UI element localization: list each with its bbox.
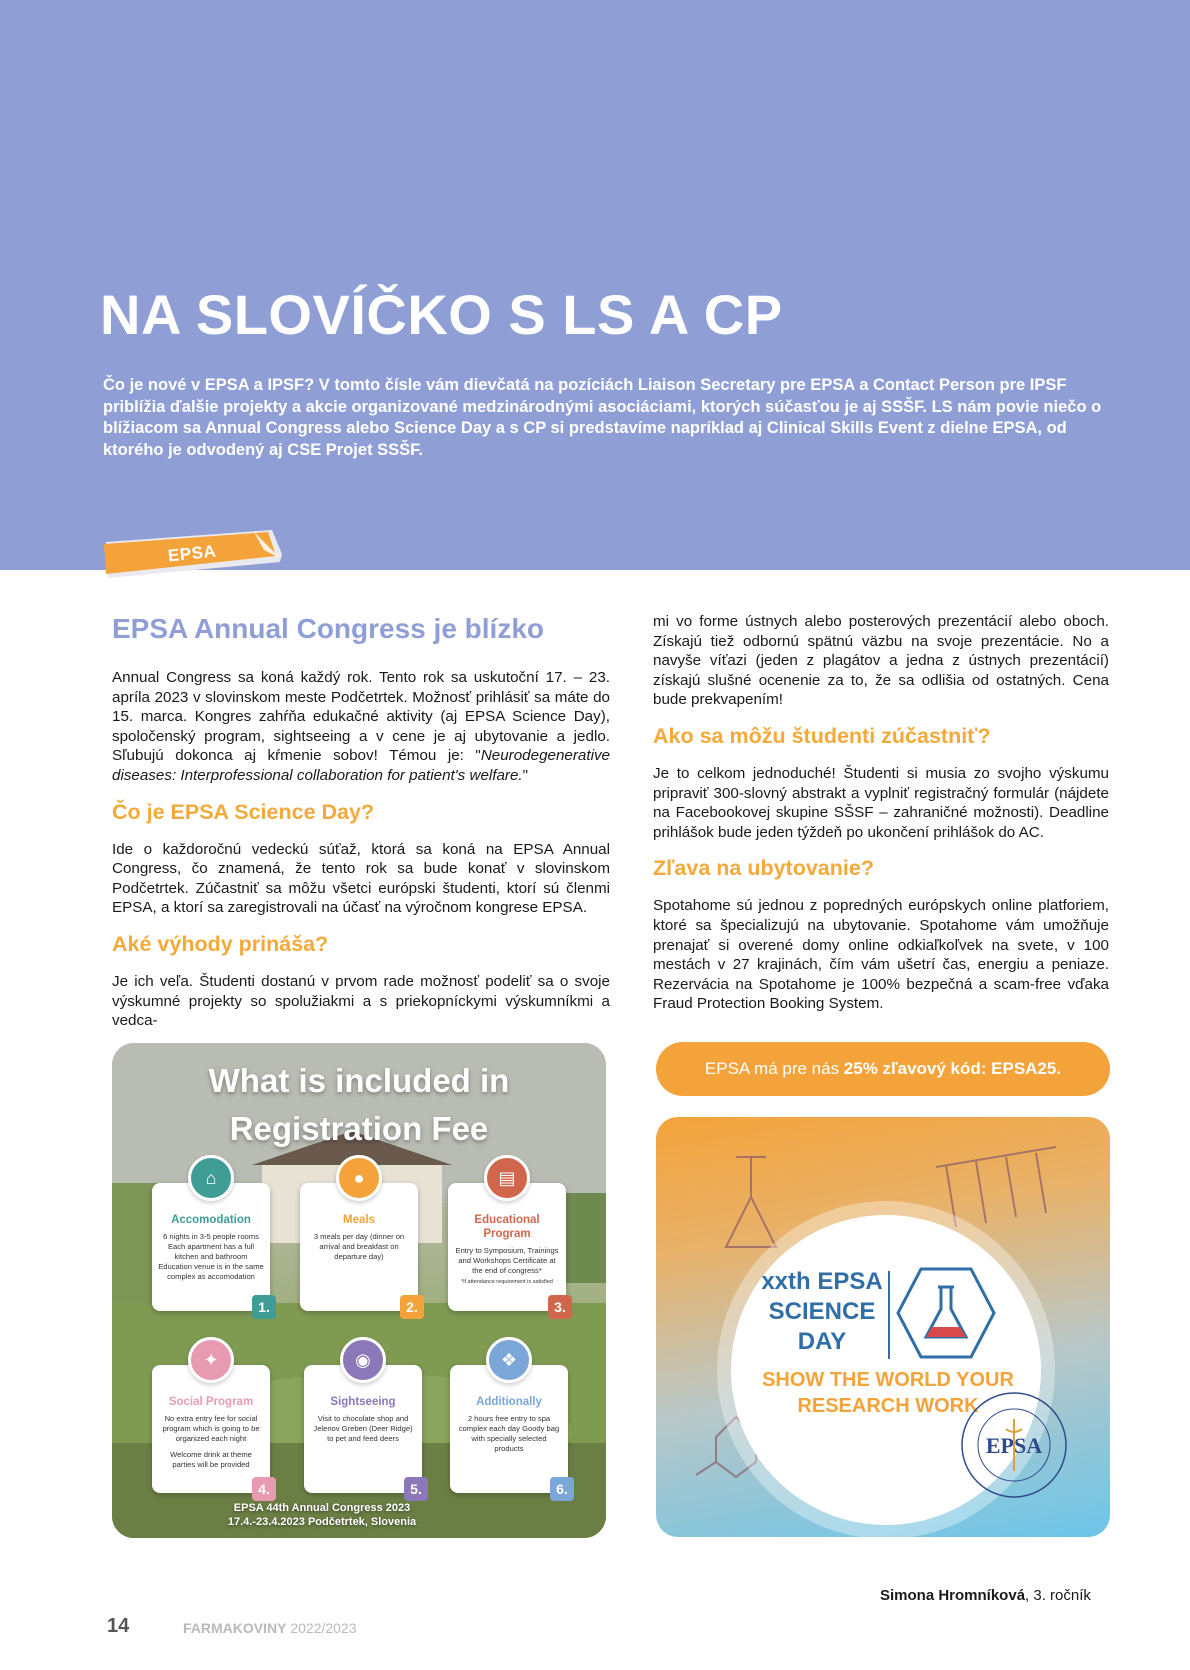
science-day-poster [656, 1117, 1110, 1537]
epsa-seal-icon [958, 1389, 1070, 1501]
flask-hexagon-icon [896, 1265, 996, 1361]
house-icon: ⌂ [188, 1155, 234, 1201]
card-educational-program: ▤ Educational Program Entry to Symposium, Trainings and Workshops Certificate at the end of congress* *if attendance requirement is satisfied 3. [448, 1183, 566, 1311]
plate-icon: ● [336, 1155, 382, 1201]
card-sightseeing: ◉ Sightseeing Visit to chocolate shop and Jelenov Greben (Deer Ridge) to pet and feed deers 5. [304, 1365, 422, 1493]
subheading-science-day: Čo je EPSA Science Day? [112, 799, 375, 824]
paragraph-benefits-start: Je ich veľa. Študenti dostanú v prvom rade možnosť podeliť sa o svoje výskumné projekty so spolužiakmi a s priekopníckymi výskumníkmi a vedca- [112, 972, 610, 1030]
article-heading: EPSA Annual Congress je blízko [112, 613, 545, 644]
article-left-column [112, 612, 610, 1031]
author-name: Simona Hromníková [880, 1587, 1026, 1604]
paragraph-congress: Annual Congress sa koná každý rok. Tento rok sa uskutoční 17. – 23. apríla 2023 v slovinskom meste Podčetrtek. Možnosť prihlásiť sa máte do 15. marca. Kongres zahŕňa edukačné aktivity (aj EPSA Science Day), spoločenský program, sightseeing a v cene je aj ubytovanie a jedlo. Sľubujú dokonca aj kŕmenie sobov! Témou je: "Neurodegenerative diseases: Interprofessional collaboration for patient's welfare." [112, 669, 610, 784]
congress-theme: Neurodegenerative diseases: Interprofessional collaboration for patient's welfare. [112, 747, 610, 784]
registration-fee-poster [112, 1043, 606, 1538]
subheading-discount: Zľava na ubytovanie? [653, 856, 874, 881]
card-additionally: ❖ Additionally 2 hours free entry to spa complex each day Goody bag with specially selected products 6. [450, 1365, 568, 1493]
card-social-program: ✦ Social Program No extra entry fee for social program which is going to be organized each night Welcome drink at theme parties will be provided 4. [152, 1365, 270, 1493]
svg-text:EPSA: EPSA [985, 1433, 1043, 1458]
card-accomodation: ⌂ Accomodation 6 nights in 3-5 people rooms Each apartment has a full kitchen and bathroom Education venue is in the same complex as accomodation 1. [152, 1183, 270, 1311]
gift-icon: ❖ [486, 1337, 532, 1383]
science-day-tagline: SHOW THE WORLD YOUR RESEARCH WORK [762, 1369, 1014, 1417]
book-icon: ▤ [484, 1155, 530, 1201]
author-credit: Simona Hromníková, 3. ročník [880, 1587, 1091, 1604]
poster-title: What is included in Registration Fee [208, 1062, 510, 1147]
article-right-column [653, 612, 1109, 1014]
paragraph-discount: Spotahome sú jednou z popredných európskych online platforiem, ktoré sa špecializujú na ubytovanie. Spotahome vám umožňuje prenajať si overené domy online odkiaľkoľvek na svete, v 100 mestách v 27 krajinách, čím vám ušetrí čas, energiu a peniaze. Rezervácia na Spotahome je 100% bezpečná a scam-free vďaka Fraud Protection Booking System. [653, 897, 1109, 1013]
promo-code-banner: EPSA má pre nás 25% zľavový kód: EPSA25. [656, 1042, 1110, 1096]
title-divider [888, 1271, 890, 1359]
paragraph-participation: Je to celkom jednoduché! Študenti si musia zo svojho výskumu pripraviť 300-slovný abstrakt a vyplniť registračný formulár (nájdete na Facebookovej skupine SŠSF – zahraničné možnosti). Deadline prihlášok bude jeden týždeň po ukončení prihlášok do AC. [653, 764, 1109, 841]
poster-footer: EPSA 44th Annual Congress 2023 17.4.-23.4.2023 Podčetrtek, Slovenia [227, 1502, 417, 1528]
card-meals: ● Meals 3 meals per day (dinner on arrival and breakfast on departure day) 2. [300, 1183, 418, 1311]
paragraph-science-day: Ide o každoročnú vedeckú súťaž, ktorá sa koná na EPSA Annual Congress, čo znamená, že tento rok sa bude konať v slovinskom Podčetrtek. Zúčastniť sa môžu všetci európski študenti, ktorí sú členmi EPSA, a ktorí sa zaregistrovali na účasť na výročnom kongrese EPSA. [112, 840, 610, 917]
party-icon: ✦ [188, 1337, 234, 1383]
page-number: 14 [107, 1615, 130, 1637]
intro-text: Čo je nové v EPSA a IPSF? V tomto čísle vám dievčatá na pozíciách Liaison Secretary pre EPSA a Contact Person pre IPSF priblížia ďalšie projekty a akcie organizované medzinárodnými asociáciami, ktorých súčasťou je aj SSŠF. LS nám povie niečo o blížiacom sa Annual Congress alebo Science Day a s CP si predstavíme napríklad aj Clinical Skills Event z dielne EPSA, od ktorého je odvodený aj CSE Projet SSŠF. [103, 376, 1102, 459]
promo-code: 25% zľavový kód: EPSA25. [843, 1059, 1062, 1078]
page-title: NA SLOVÍČKO S LS A CP [100, 283, 783, 346]
location-pin-icon: ◉ [340, 1337, 386, 1383]
science-day-title: xxth EPSA SCIENCE DAY [761, 1268, 883, 1355]
paragraph-benefits-end: mi vo forme ústnych alebo posterových prezentácií alebo oboch. Získajú tiež odbornú spätnú väzbu na svoje prezentácie. No a navyše víťazi (jeden z plagátov a jedna z ústnych prezentácií) získajú slušné ocenenie za to, že sa odlišia od ostatných. Cena bude prekvapením! [653, 613, 1109, 709]
subheading-participation: Ako sa môžu študenti zúčastniť? [653, 723, 991, 748]
epsa-tag-label: EPSA [167, 541, 218, 566]
magazine-name: FARMAKOVINY 2022/2023 [183, 1620, 357, 1636]
subheading-benefits: Aké výhody prináša? [112, 931, 329, 956]
